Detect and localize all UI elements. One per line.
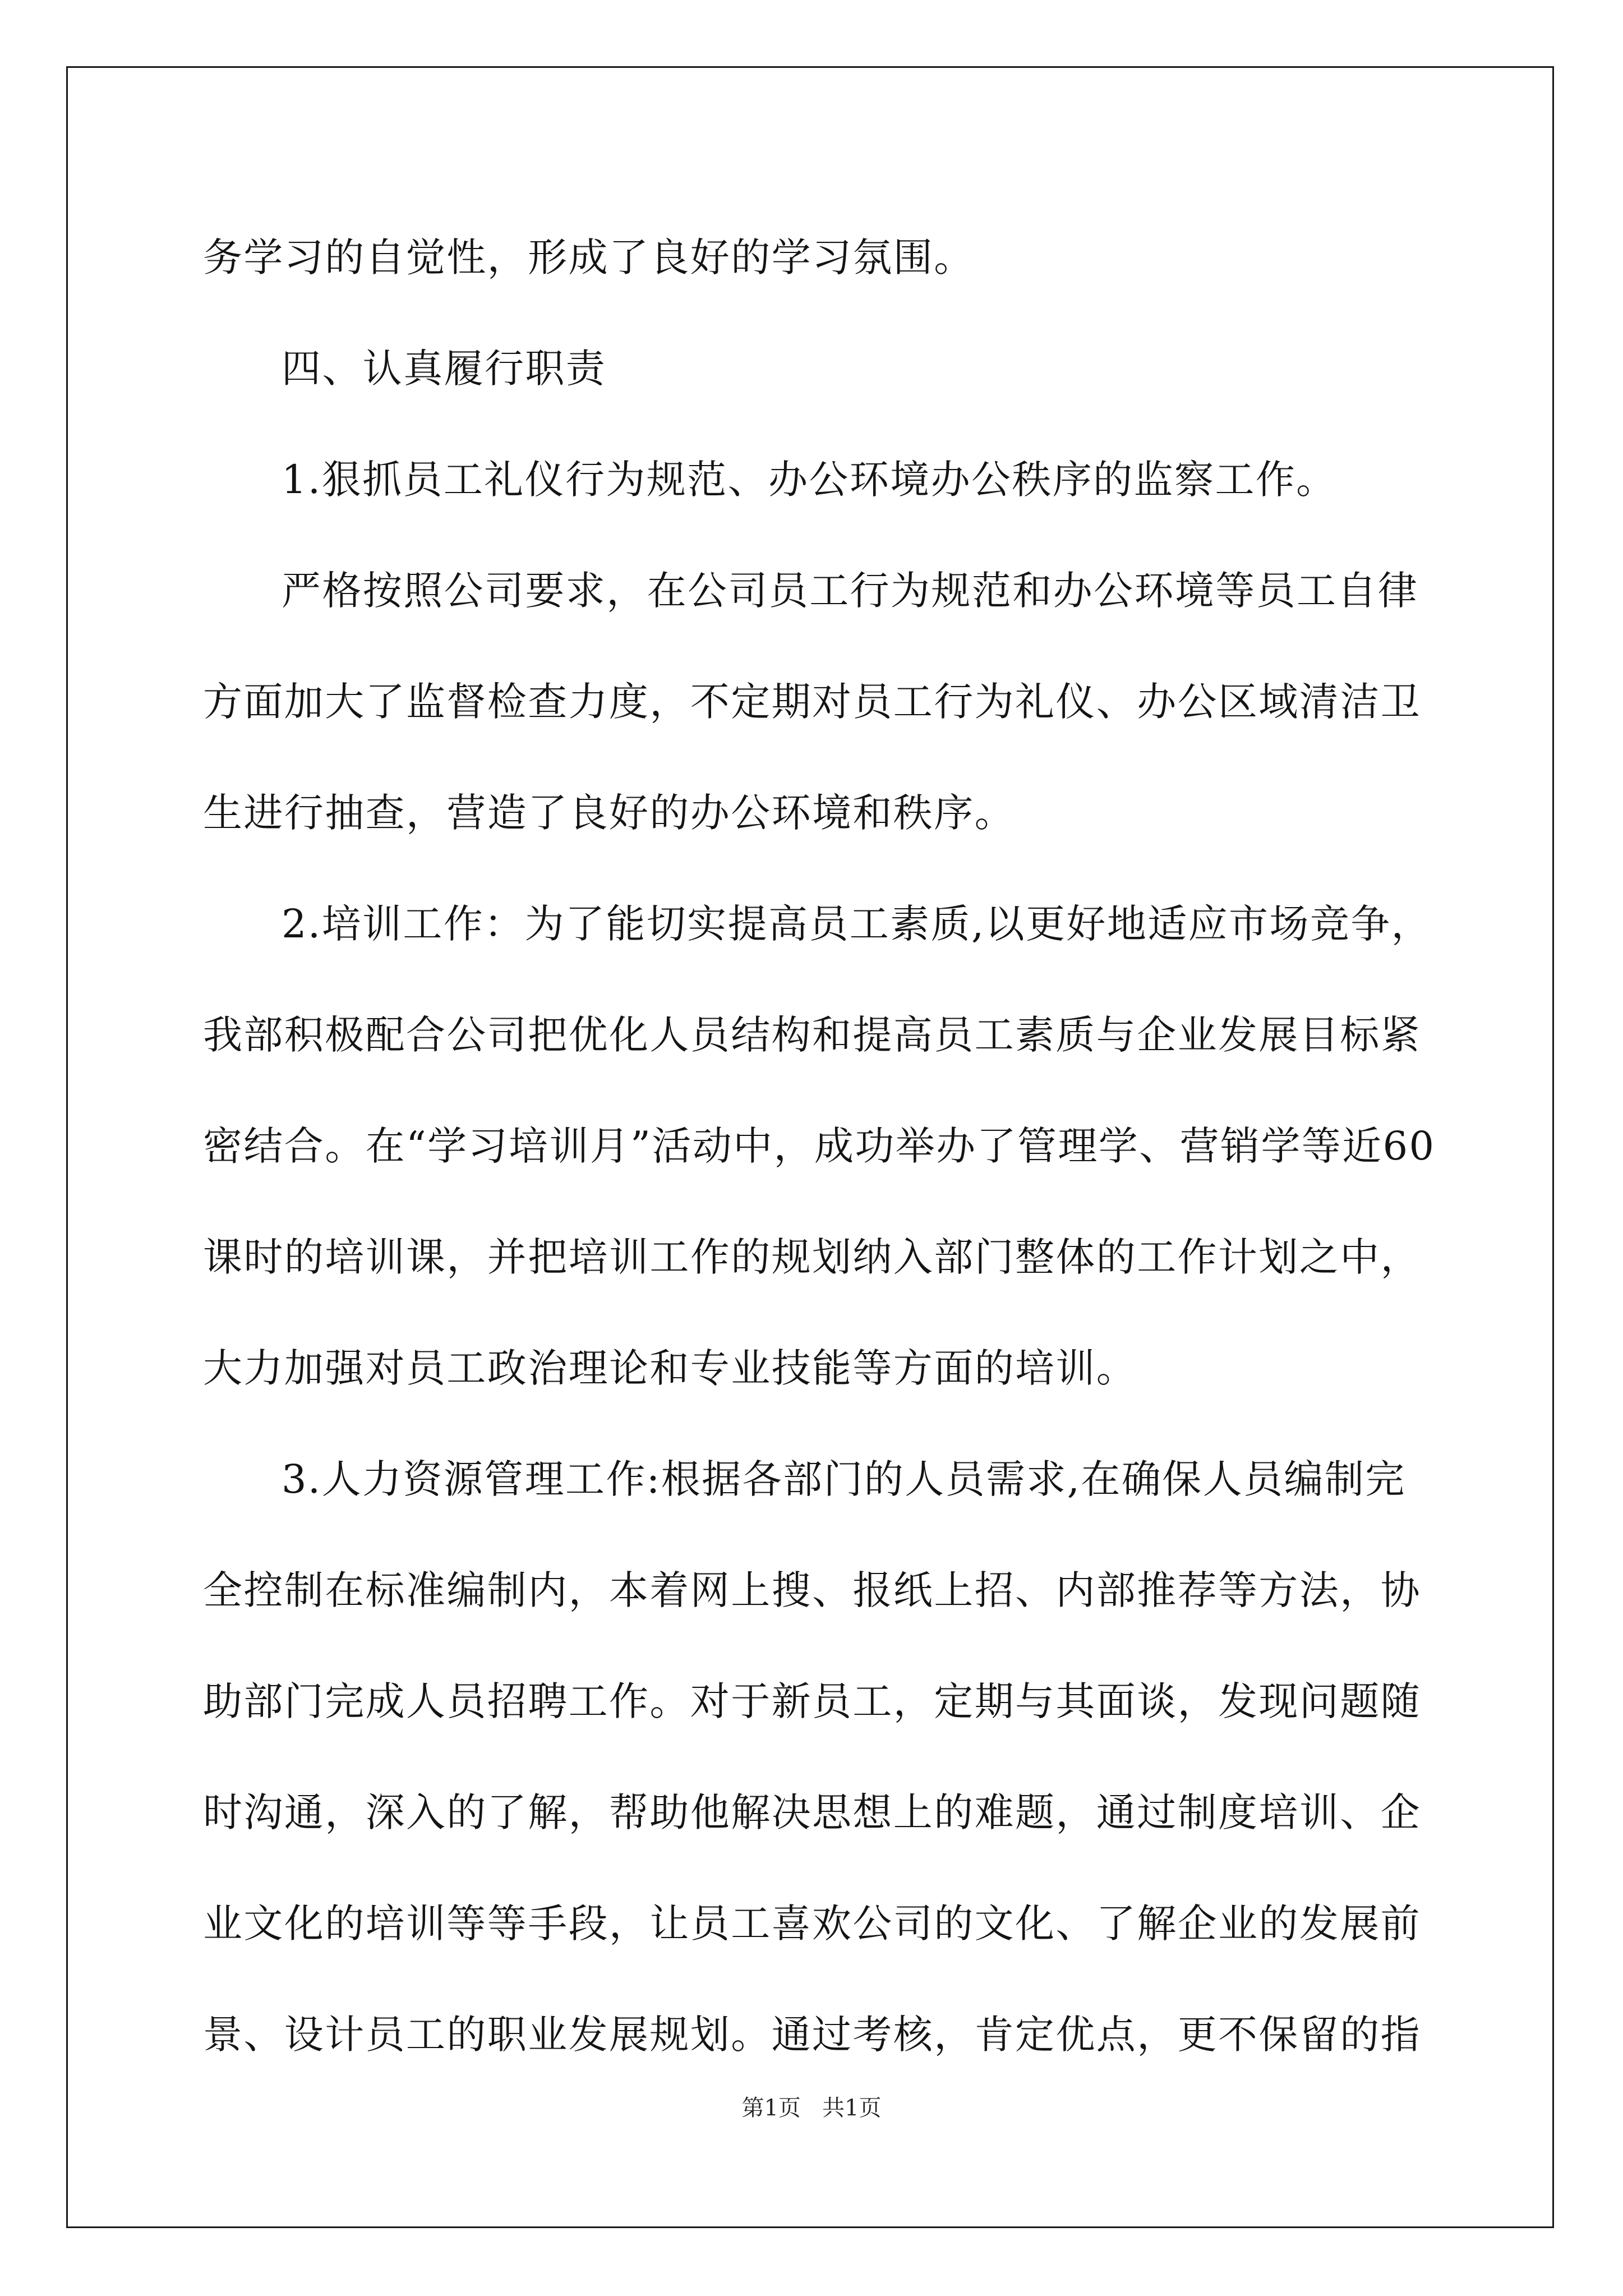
paragraph-line: 业文化的培训等等手段，让员工喜欢公司的文化、了解企业的发展前 <box>203 1901 1421 1947</box>
paragraph-line: 景、设计员工的职业发展规划。通过考核，肯定优点，更不保留的指 <box>203 2012 1421 2058</box>
document-body <box>203 202 1436 2090</box>
paragraph-line: 严格按照公司要求，在公司员工行为规范和办公环境等员工自律 <box>282 568 1419 614</box>
subsection-heading: 1.狠抓员工礼仪行为规范、办公环境办公秩序的监察工作。 <box>282 457 1337 503</box>
section-heading: 四、认真履行职责 <box>282 346 607 392</box>
paragraph-line: 方面加大了监督检查力度，不定期对员工行为礼仪、办公区域清洁卫 <box>203 679 1421 725</box>
paragraph-line: 密结合。在“学习培训月”活动中，成功举办了管理学、营销学等近60 <box>203 1123 1436 1169</box>
page-footer <box>0 2091 1623 2125</box>
paragraph-line: 大力加强对员工政治理论和专业技能等方面的培训。 <box>203 1345 1137 1391</box>
page-number: 第1页 共1页 <box>741 2095 882 2121</box>
paragraph-line: 3.人力资源管理工作:根据各部门的人员需求,在确保人员编制完 <box>282 1456 1406 1502</box>
text-line: 务学习的自觉性，形成了良好的学习氛围。 <box>203 234 975 280</box>
paragraph-line: 全控制在标准编制内，本着网上搜、报纸上招、内部推荐等方法，协 <box>203 1567 1421 1613</box>
paragraph-line: 时沟通，深入的了解，帮助他解决思想上的难题，通过制度培训、企 <box>203 1789 1421 1835</box>
paragraph-line: 助部门完成人员招聘工作。对于新员工，定期与其面谈，发现问题随 <box>203 1678 1421 1724</box>
paragraph-line: 我部积极配合公司把优化人员结构和提高员工素质与企业发展目标紧 <box>203 1012 1421 1058</box>
paragraph-line: 2.培训工作：为了能切实提高员工素质,以更好地适应市场竞争， <box>282 901 1432 947</box>
paragraph-line: 课时的培训课，并把培训工作的规划纳入部门整体的工作计划之中， <box>203 1234 1421 1280</box>
paragraph-line: 生进行抽查，营造了良好的办公环境和秩序。 <box>203 790 1015 836</box>
